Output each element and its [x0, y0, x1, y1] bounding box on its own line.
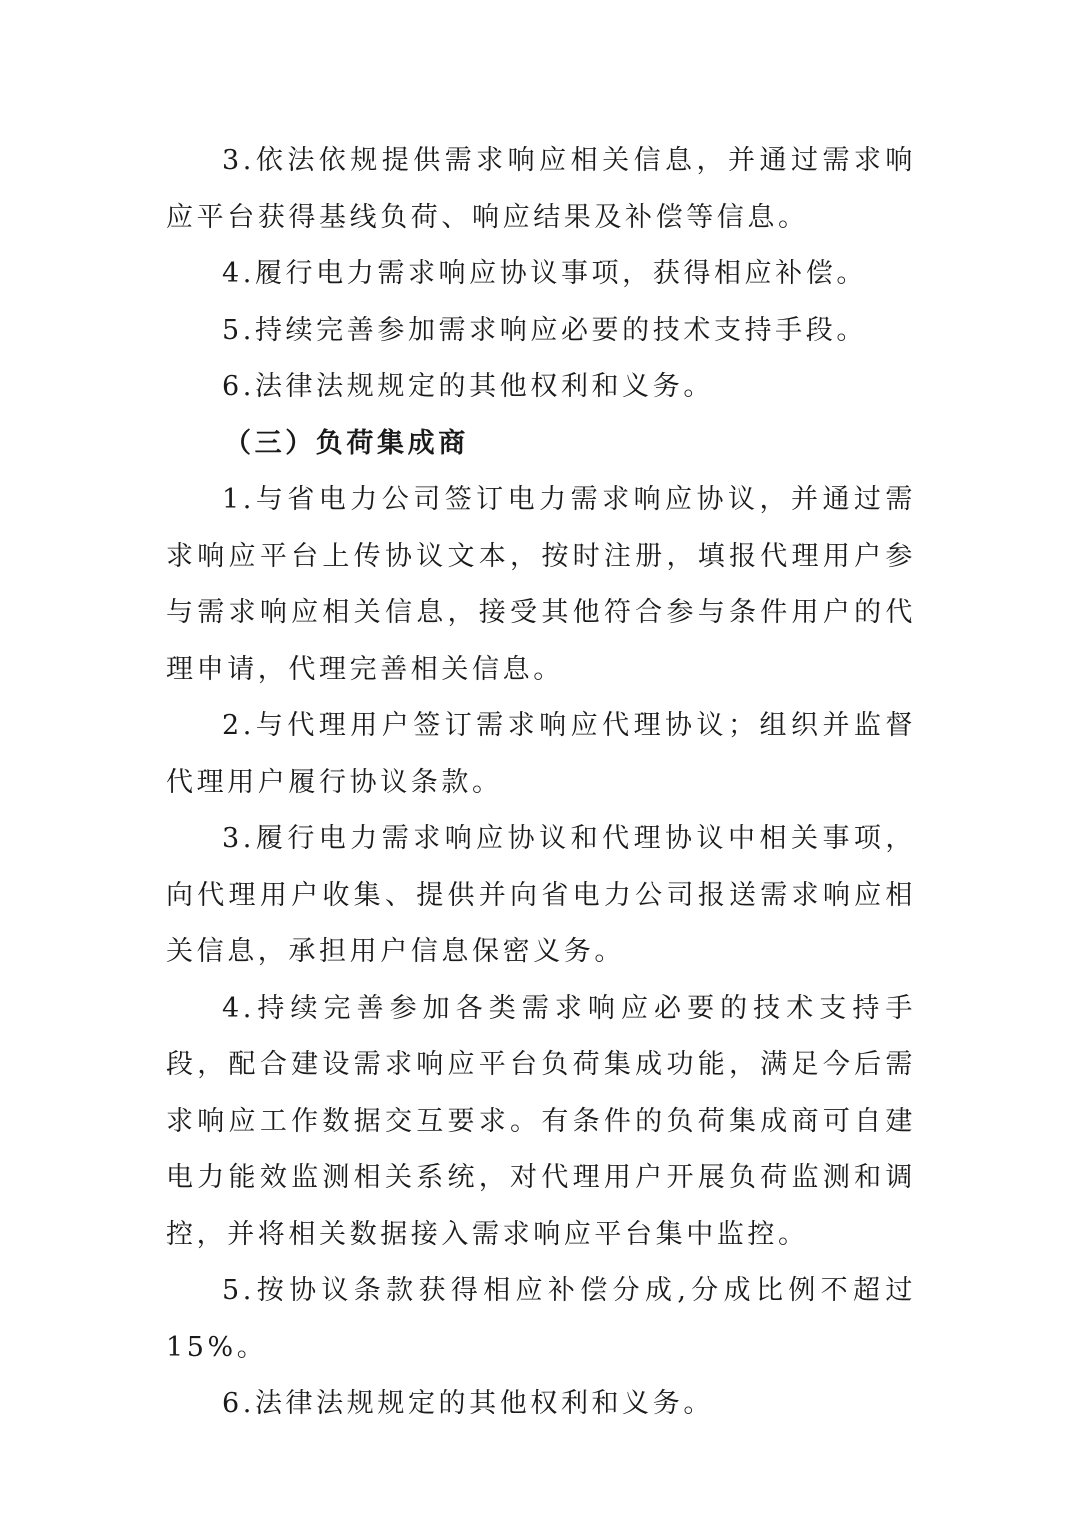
paragraph-aggregator-item-1: 1.与省电力公司签订电力需求响应协议，并通过需求响应平台上传协议文本，按时注册，填报代理用户参与需求响应相关信息，接受其他符合参与条件用户的代理申请，代理完善相关信息。 — [166, 484, 916, 685]
paragraph-user-item-3: 3.依法依规提供需求响应相关信息，并通过需求响应平台获得基线负荷、响应结果及补偿等信息。 — [166, 145, 916, 233]
document-body — [166, 133, 916, 1433]
paragraph-aggregator-item-4: 4.持续完善参加各类需求响应必要的技术支持手段，配合建设需求响应平台负荷集成功能，满足今后需求响应工作数据交互要求。有条件的负荷集成商可自建电力能效监测相关系统，对代理用户开展负荷监测和调控，并将相关数据接入需求响应平台集中监控。 — [166, 992, 916, 1250]
paragraph-aggregator-item-3: 3.履行电力需求响应协议和代理协议中相关事项，向代理用户收集、提供并向省电力公司报送需求响应相关信息，承担用户信息保密义务。 — [166, 823, 916, 967]
paragraph-user-item-4: 4.履行电力需求响应协议事项，获得相应补偿。 — [222, 258, 867, 289]
paragraph-aggregator-item-6: 6.法律法规规定的其他权利和义务。 — [222, 1388, 714, 1419]
paragraph-user-item-6: 6.法律法规规定的其他权利和义务。 — [222, 371, 714, 402]
paragraph-aggregator-item-5: 5.按协议条款获得相应补偿分成,分成比例不超过15%。 — [166, 1275, 916, 1363]
paragraph-user-item-5: 5.持续完善参加需求响应必要的技术支持手段。 — [222, 314, 867, 346]
paragraph-aggregator-item-2: 2.与代理用户签订需求响应代理协议；组织并监督代理用户履行协议条款。 — [166, 710, 916, 798]
section-heading-load-aggregator: （三）负荷集成商 — [224, 427, 469, 459]
